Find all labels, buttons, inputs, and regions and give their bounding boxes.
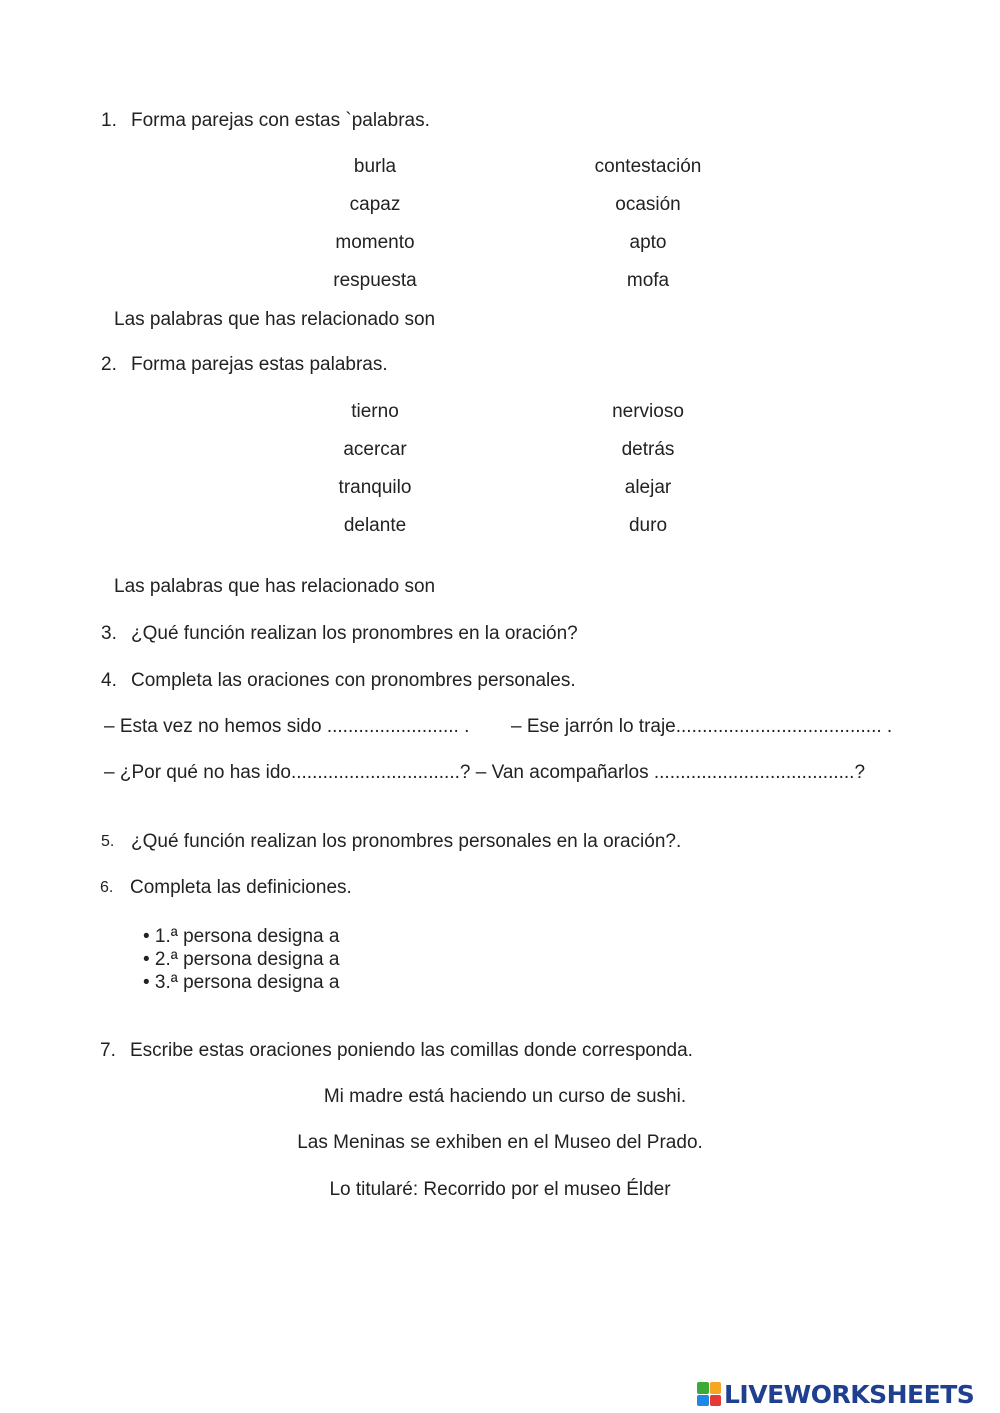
q6-definition-list	[143, 925, 339, 994]
q6-definition-item: • 2.ª persona designa a	[143, 949, 340, 970]
q6-definition-item: • 1.ª persona designa a	[143, 926, 340, 947]
q6-number: 6.	[100, 879, 114, 896]
liveworksheets-logo-text: LIVEWORKSHEETS	[724, 1379, 975, 1409]
q6-definition-item: • 3.ª persona designa a	[143, 972, 340, 993]
q2-prompt: Forma parejas estas palabras.	[131, 354, 388, 375]
q2-right-word[interactable]: nervioso	[612, 401, 684, 422]
q7-sentence: Las Meninas se exhiben en el Museo del Prado.	[297, 1132, 703, 1153]
q1-right-word[interactable]: contestación	[594, 156, 702, 177]
q2-left-word[interactable]: delante	[343, 515, 407, 536]
q2-left-word[interactable]: tranquilo	[338, 477, 412, 498]
q2-right-word[interactable]: duro	[628, 515, 668, 536]
q5-prompt: ¿Qué función realizan los pronombres personales en la oración?.	[131, 831, 682, 852]
q1-number: 1.	[101, 110, 117, 131]
q3-prompt: ¿Qué función realizan los pronombres en la oración?	[131, 623, 578, 644]
q1-answer-prompt: Las palabras que has relacionado son	[114, 309, 436, 330]
q2-right-word[interactable]: alejar	[624, 477, 672, 498]
q2-left-word[interactable]: acercar	[343, 439, 407, 460]
q7-prompt: Escribe estas oraciones poniendo las comillas donde corresponda.	[130, 1040, 693, 1061]
q1-left-word[interactable]: burla	[353, 156, 397, 177]
q7-sentence: Lo titularé: Recorrido por el museo Élder	[329, 1179, 671, 1200]
q7-sentence: Mi madre está haciendo un curso de sushi.	[323, 1086, 687, 1107]
q3-number: 3.	[101, 623, 117, 644]
q4-sentence-1: – Esta vez no hemos sido ......................... .	[104, 716, 470, 737]
q6-prompt: Completa las definiciones.	[130, 877, 352, 898]
logo-square	[710, 1395, 722, 1407]
liveworksheets-logo-icon	[697, 1382, 721, 1406]
q4-prompt: Completa las oraciones con pronombres personales.	[131, 670, 576, 691]
q1-left-word[interactable]: capaz	[349, 194, 401, 215]
q2-right-word[interactable]: detrás	[621, 439, 675, 460]
logo-square	[697, 1382, 709, 1394]
q2-answer-prompt: Las palabras que has relacionado son	[114, 576, 436, 597]
q4-sentence-2: – Ese jarrón lo traje....................................... .	[511, 716, 893, 737]
q2-left-word[interactable]: tierno	[351, 401, 399, 422]
logo-square	[710, 1382, 722, 1394]
q1-right-word[interactable]: mofa	[626, 270, 670, 291]
q1-prompt: Forma parejas con estas `palabras.	[131, 110, 430, 131]
q4-number: 4.	[101, 670, 117, 691]
q1-right-word[interactable]: ocasión	[615, 194, 681, 215]
q1-left-word[interactable]: respuesta	[333, 270, 417, 291]
q5-number: 5.	[101, 833, 115, 850]
q7-number: 7.	[100, 1040, 116, 1061]
logo-square	[697, 1395, 709, 1407]
q4-sentence-3: – ¿Por qué no has ido................................? – Van acompañarlos ......................................?	[104, 762, 866, 783]
q1-right-word[interactable]: apto	[629, 232, 667, 253]
q2-number: 2.	[101, 354, 117, 375]
liveworksheets-logo[interactable]	[697, 1378, 974, 1410]
q1-left-word[interactable]: momento	[335, 232, 415, 253]
